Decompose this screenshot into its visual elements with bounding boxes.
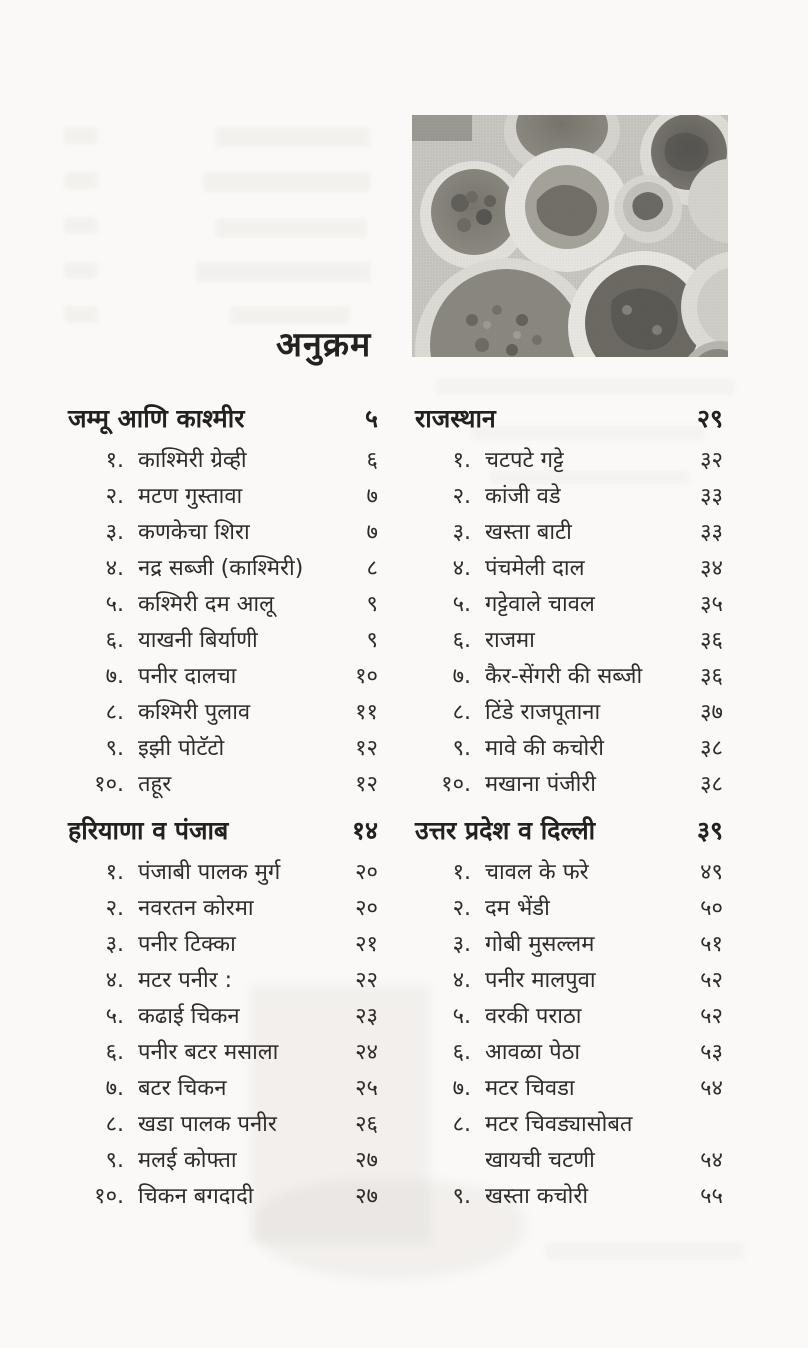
entry-number: ४.	[105, 556, 124, 581]
toc-entry	[415, 996, 723, 1032]
entry-title: खस्ता बाटी	[485, 520, 572, 545]
toc-entry	[68, 476, 378, 512]
toc-entry	[68, 620, 378, 656]
food-photo-graphic	[412, 115, 728, 357]
entry-title: टिंडे राजपूताना	[485, 700, 601, 725]
toc-entry	[415, 584, 723, 620]
entry-page-number: २५	[355, 1076, 378, 1101]
entry-title: तहूर	[138, 772, 172, 797]
toc-section-header	[68, 810, 378, 846]
section-title: जम्मू आणि काश्मीर	[68, 404, 245, 433]
entry-number: ९.	[452, 1184, 471, 1209]
entry-number: १०.	[94, 1184, 124, 1209]
toc-entry	[415, 852, 723, 888]
entry-title: नद्र सब्जी (काश्मिरी)	[138, 556, 304, 581]
entry-page-number: ७	[366, 484, 378, 509]
entry-page-number: ५०	[700, 896, 723, 921]
food-photo	[412, 115, 728, 357]
bleedthrough-artifact	[64, 217, 98, 234]
toc-entry	[68, 692, 378, 728]
entry-page-number: ५४	[700, 1076, 723, 1101]
entry-page-number: ३४	[700, 556, 723, 581]
entry-title: पनीर बटर मसाला	[138, 1040, 279, 1065]
entry-number: १०.	[441, 772, 471, 797]
bleedthrough-artifact	[64, 127, 98, 144]
toc-entry	[415, 728, 723, 764]
entry-number: ३.	[105, 932, 124, 957]
entry-number: ३.	[105, 520, 124, 545]
entry-title: पनीर दालचा	[138, 664, 237, 689]
entry-title: मावे की कचोरी	[485, 736, 604, 761]
entry-title: गोबी मुसल्लम	[485, 932, 595, 957]
toc-entry	[68, 888, 378, 924]
toc-entry	[415, 440, 723, 476]
toc-section-header	[415, 810, 723, 846]
entry-number: २.	[105, 484, 124, 509]
toc-entry	[415, 1032, 723, 1068]
entry-page-number: १२	[355, 772, 378, 797]
toc-entry	[415, 512, 723, 548]
toc-entry	[68, 1068, 378, 1104]
toc-entry	[415, 888, 723, 924]
toc-entry	[415, 960, 723, 996]
bleedthrough-artifact	[64, 262, 98, 279]
entry-page-number: ३३	[700, 484, 723, 509]
bleedthrough-artifact	[64, 306, 98, 323]
entry-number: ३.	[452, 932, 471, 957]
entry-number: ९.	[452, 736, 471, 761]
bleedthrough-artifact	[203, 172, 371, 192]
entry-page-number: ५२	[700, 968, 723, 993]
toc-entry	[415, 548, 723, 584]
entry-number: ५.	[452, 592, 471, 617]
entry-number: ७.	[105, 664, 124, 689]
entry-title: खायची चटणी	[485, 1148, 595, 1173]
entry-page-number: ६	[366, 448, 378, 473]
entry-number: १.	[105, 448, 124, 473]
toc-entry	[68, 440, 378, 476]
entry-number: ३.	[452, 520, 471, 545]
entry-title: दम भेंडी	[485, 896, 550, 921]
entry-title: मटण गुस्तावा	[138, 484, 243, 509]
entry-page-number: ५५	[700, 1184, 723, 1209]
toc-entry	[415, 924, 723, 960]
entry-title: राजमा	[485, 628, 535, 653]
section-title: उत्तर प्रदेश व दिल्ली	[415, 816, 596, 845]
entry-page-number: ३६	[700, 664, 723, 689]
toc-column-right	[415, 398, 723, 1212]
toc-entry	[415, 692, 723, 728]
toc-entry	[68, 996, 378, 1032]
entry-number: १.	[452, 860, 471, 885]
entry-title: पनीर मालपुवा	[485, 968, 596, 993]
entry-number: ६.	[452, 628, 471, 653]
section-title: हरियाणा व पंजाब	[68, 816, 229, 845]
toc-entry	[68, 548, 378, 584]
toc-entry	[68, 512, 378, 548]
entry-page-number: ८	[366, 556, 378, 581]
entry-page-number: १२	[355, 736, 378, 761]
entry-page-number: ५४	[700, 1148, 723, 1173]
bleedthrough-artifact	[64, 172, 98, 189]
entry-number: २.	[452, 896, 471, 921]
entry-number: ६.	[452, 1040, 471, 1065]
entry-page-number: ५१	[700, 932, 723, 957]
entry-page-number: २०	[355, 860, 378, 885]
entry-number: ८.	[452, 700, 471, 725]
entry-number: १.	[105, 860, 124, 885]
entry-page-number: ३७	[700, 700, 723, 725]
entry-title: चावल के फरे	[485, 860, 589, 885]
entry-page-number: २१	[355, 932, 378, 957]
entry-number: ४.	[105, 968, 124, 993]
entry-page-number: ३८	[700, 772, 723, 797]
entry-number: १.	[452, 448, 471, 473]
section-page-number: १४	[351, 816, 378, 845]
entry-title: पनीर टिक्का	[138, 932, 236, 957]
toc-entry	[68, 1140, 378, 1176]
entry-page-number: ९	[366, 628, 378, 653]
entry-title: मटर पनीर :	[138, 968, 233, 993]
entry-title: गट्टेवाले चावल	[485, 592, 595, 617]
toc-entry	[68, 656, 378, 692]
section-title: राजस्थान	[415, 404, 496, 433]
entry-page-number: ५२	[700, 1004, 723, 1029]
entry-page-number: २०	[355, 896, 378, 921]
bleedthrough-artifact	[215, 218, 367, 238]
entry-page-number: ३५	[700, 592, 723, 617]
entry-number: ७.	[452, 1076, 471, 1101]
toc-section-header	[415, 398, 723, 434]
entry-title: मखाना पंजीरी	[485, 772, 596, 797]
toc-entry	[415, 764, 723, 800]
entry-number: ८.	[105, 700, 124, 725]
entry-title: मटर चिवडा	[485, 1076, 575, 1101]
toc-entry	[68, 924, 378, 960]
entry-page-number: ३३	[700, 520, 723, 545]
toc-entry	[415, 656, 723, 692]
entry-title: खस्ता कचोरी	[485, 1184, 589, 1209]
toc-entry	[68, 584, 378, 620]
entry-number: ४.	[452, 968, 471, 993]
entry-page-number: ९	[366, 592, 378, 617]
entry-title: मटर चिवड्यासोबत	[485, 1112, 633, 1137]
toc-entry	[68, 1032, 378, 1068]
bleedthrough-artifact	[215, 127, 370, 147]
toc-column-left	[68, 398, 378, 1212]
entry-title: वरकी पराठा	[485, 1004, 582, 1029]
entry-title: कढाई चिकन	[138, 1004, 240, 1029]
entry-number: ६.	[105, 628, 124, 653]
bleedthrough-artifact	[545, 1242, 745, 1260]
toc-entry	[415, 1140, 723, 1176]
entry-number: ८.	[105, 1112, 124, 1137]
entry-page-number: ७	[366, 520, 378, 545]
entry-page-number: २६	[355, 1112, 378, 1137]
toc-entry	[415, 1104, 723, 1140]
entry-number: ६.	[105, 1040, 124, 1065]
entry-page-number: ३८	[700, 736, 723, 761]
section-page-number: ३९	[696, 816, 723, 845]
entry-title: पंचमेली दाल	[485, 556, 585, 581]
entry-number: ५.	[452, 1004, 471, 1029]
entry-page-number: २२	[355, 968, 378, 993]
entry-number: १०.	[94, 772, 124, 797]
section-page-number: २९	[696, 404, 723, 433]
entry-title: चिकन बगदादी	[138, 1184, 254, 1209]
entry-page-number: १०	[355, 664, 378, 689]
entry-title: कांजी वडे	[485, 484, 561, 509]
entry-page-number: ३२	[700, 448, 723, 473]
entry-number: ५.	[105, 592, 124, 617]
toc-entry	[68, 1176, 378, 1212]
bleedthrough-artifact	[435, 378, 735, 395]
toc-entry	[415, 1068, 723, 1104]
toc-section-header	[68, 398, 378, 434]
entry-title: खडा पालक पनीर	[138, 1112, 277, 1137]
toc-entry	[68, 764, 378, 800]
entry-number: २.	[452, 484, 471, 509]
entry-title: चटपटे गट्टे	[485, 448, 564, 473]
entry-title: कश्मिरी दम आलू	[138, 592, 275, 617]
entry-page-number: ५३	[700, 1040, 723, 1065]
toc-entry	[415, 1176, 723, 1212]
toc-entry	[68, 852, 378, 888]
entry-title: कश्मिरी पुलाव	[138, 700, 251, 725]
toc-entry	[415, 476, 723, 512]
entry-page-number: २३	[355, 1004, 378, 1029]
entry-number: २.	[105, 896, 124, 921]
entry-number: ७.	[452, 664, 471, 689]
toc-entry	[68, 960, 378, 996]
entry-number: ७.	[105, 1076, 124, 1101]
page-title: अनुक्रम	[276, 324, 372, 365]
entry-title: मलई कोफ्ता	[138, 1148, 237, 1173]
entry-number: ४.	[452, 556, 471, 581]
entry-number: ९.	[105, 1148, 124, 1173]
entry-number: ९.	[105, 736, 124, 761]
entry-title: पंजाबी पालक मुर्ग	[138, 860, 281, 885]
entry-page-number: २४	[355, 1040, 378, 1065]
entry-page-number: ३६	[700, 628, 723, 653]
entry-page-number: ४९	[700, 860, 723, 885]
entry-page-number: २७	[355, 1184, 378, 1209]
toc-entry	[415, 620, 723, 656]
section-page-number: ५	[364, 404, 378, 433]
entry-title: कैर-सेंगरी की सब्जी	[485, 664, 643, 689]
entry-number: ८.	[452, 1112, 471, 1137]
entry-title: नवरतन कोरमा	[138, 896, 254, 921]
toc-entry	[68, 1104, 378, 1140]
entry-number: ५.	[105, 1004, 124, 1029]
entry-title: याखनी बिर्याणी	[138, 628, 258, 653]
entry-title: बटर चिकन	[138, 1076, 227, 1101]
entry-page-number: २७	[355, 1148, 378, 1173]
entry-page-number: ११	[355, 700, 378, 725]
entry-title: कणकेचा शिरा	[138, 520, 250, 545]
entry-title: आवळा पेठा	[485, 1040, 581, 1065]
entry-title: इझी पोटॅटो	[138, 736, 225, 761]
toc-entry	[68, 728, 378, 764]
bleedthrough-artifact	[196, 262, 371, 282]
entry-title: काश्मिरी ग्रेव्ही	[138, 448, 247, 473]
